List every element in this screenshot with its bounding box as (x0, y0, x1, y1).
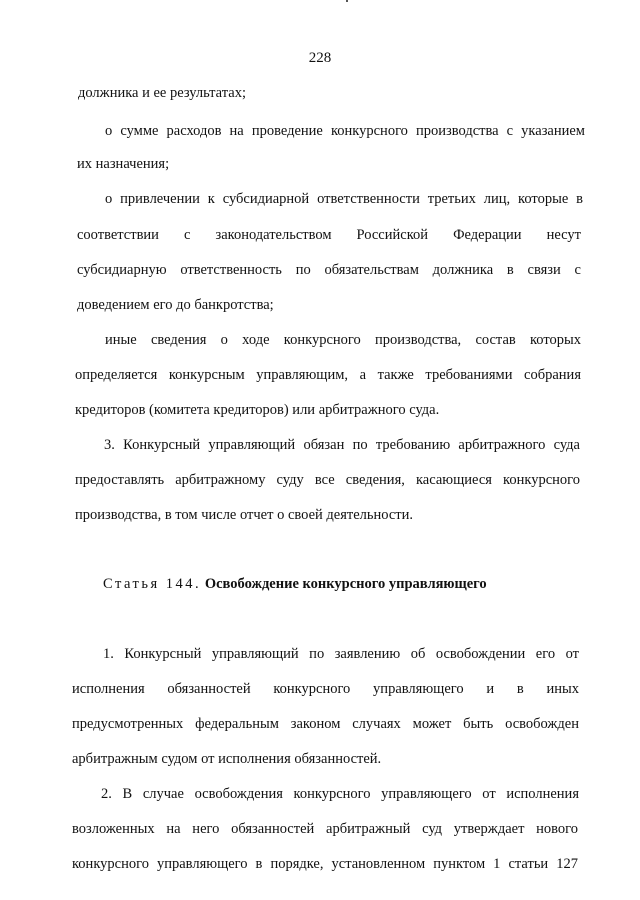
text-line: исполнения обязанностей конкурсного управляющего и в иных (72, 681, 579, 697)
text-line: возложенных на него обязанностей арбитражный суд утверждает нового (72, 821, 578, 837)
article-label: Статья 144. (103, 576, 202, 592)
text-line: о привлечении к субсидиарной ответственности третьих лиц, которые в (105, 191, 583, 207)
text-line: иные сведения о ходе конкурсного производства, состав которых (105, 332, 581, 348)
text-line: о сумме расходов на проведение конкурсного производства с указанием (105, 123, 585, 139)
text-line: их назначения; (77, 156, 170, 172)
text-line: предоставлять арбитражному суду все сведения, касающиеся конкурсного (75, 472, 580, 488)
text-line: субсидиарную ответственность по обязательствам должника в связи с (77, 262, 581, 278)
article-heading (103, 575, 487, 593)
text-line: 1. Конкурсный управляющий по заявлению об освобождении его от (103, 646, 579, 662)
text-line: конкурсного управляющего в порядке, установленном пунктом 1 статьи 127 (72, 856, 578, 872)
text-line: должника и ее результатах; (78, 85, 246, 101)
text-line: доведением его до банкротства; (77, 297, 274, 313)
scan-mark (346, 0, 348, 2)
page-number: 228 (308, 50, 332, 66)
article-title: Освобождение конкурсного управляющего (204, 576, 487, 592)
text-line: определяется конкурсным управляющим, а также требованиями собрания (75, 367, 581, 383)
text-line: 3. Конкурсный управляющий обязан по требованию арбитражного суда (104, 437, 580, 453)
text-line: 2. В случае освобождения конкурсного управляющего от исполнения (101, 786, 579, 802)
text-line: кредиторов (комитета кредиторов) или арбитражного суда. (75, 402, 440, 418)
text-line: арбитражным судом от исполнения обязанностей. (72, 751, 382, 767)
text-line: предусмотренных федеральным законом случаях может быть освобожден (72, 716, 579, 732)
text-line: производства, в том числе отчет о своей деятельности. (75, 507, 414, 523)
text-line: соответствии с законодательством Российской Федерации несут (77, 227, 581, 243)
